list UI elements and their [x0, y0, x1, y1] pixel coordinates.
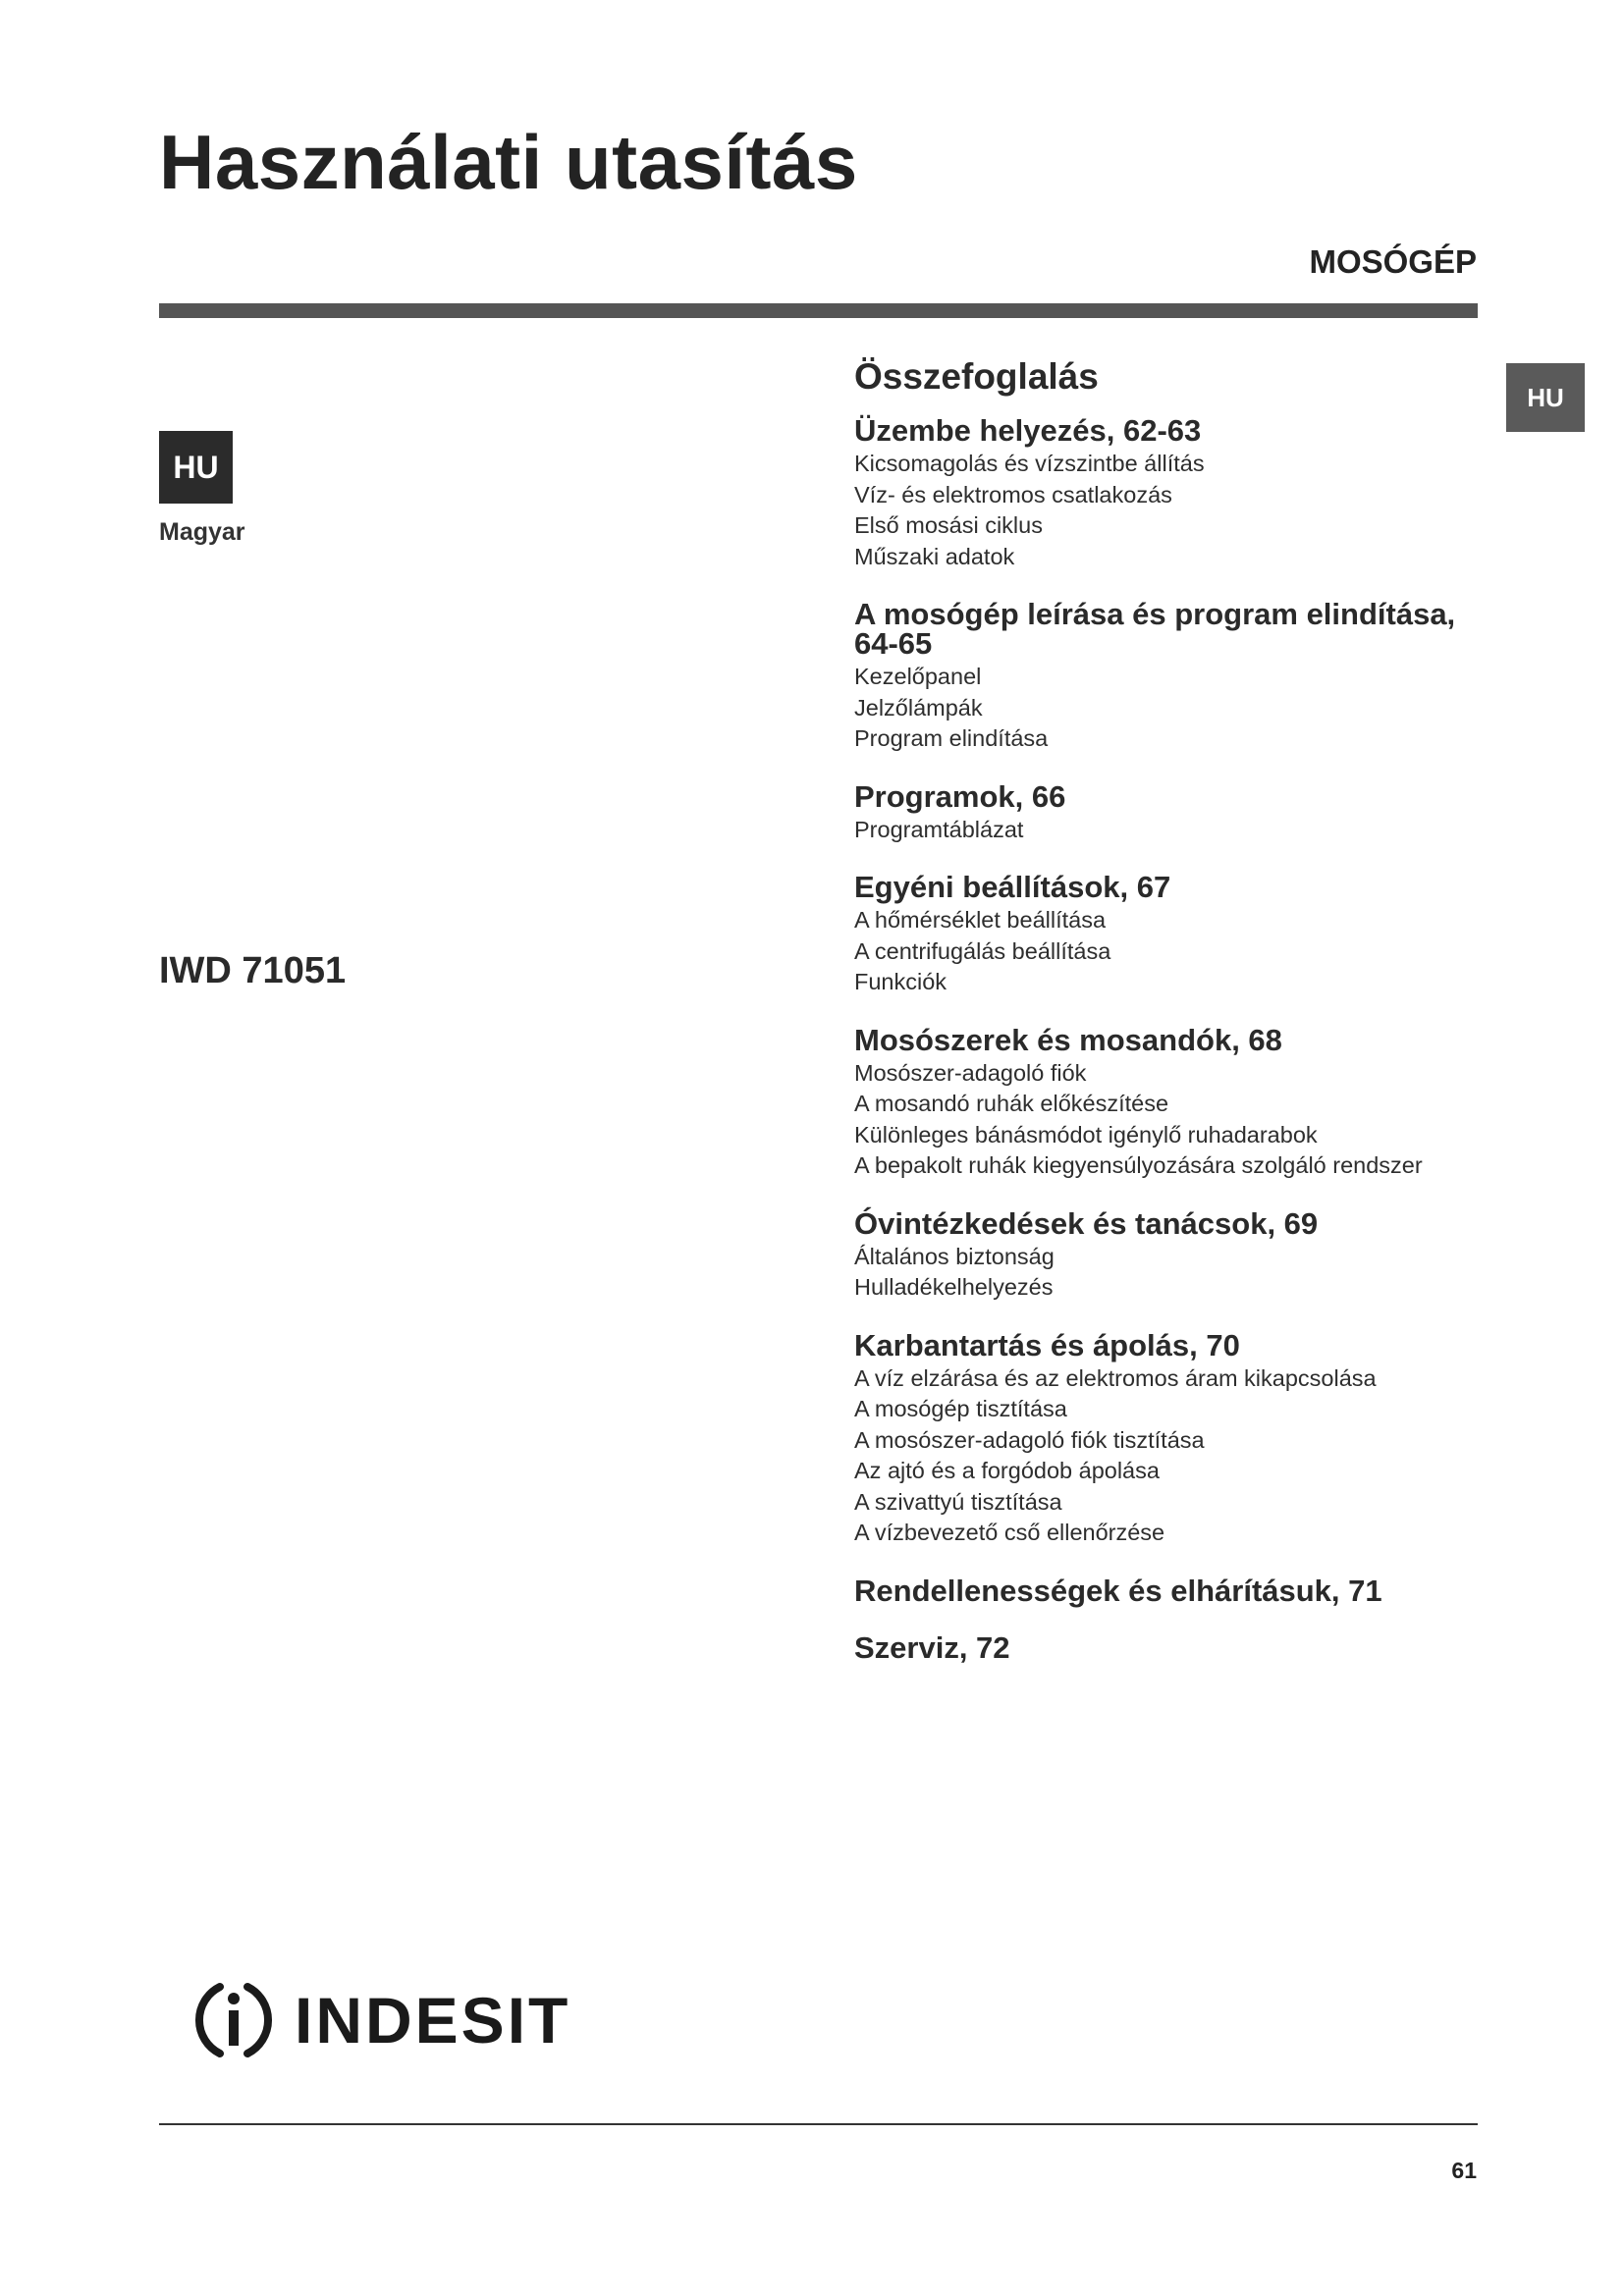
- toc-item: Általános biztonság: [854, 1243, 1055, 1269]
- toc-item: Program elindítása: [854, 725, 1049, 751]
- toc-section: [854, 413, 1483, 572]
- toc-section-title: Szerviz, 72: [854, 1629, 1010, 1665]
- toc-item: Műszaki adatok: [854, 543, 1015, 569]
- toc-section: [854, 1327, 1483, 1549]
- toc-section-title: Karbantartás és ápolás, 70: [854, 1327, 1240, 1362]
- toc-item: Kicsomagolás és vízszintbe állítás: [854, 451, 1205, 476]
- toc-item: Funkciók: [854, 969, 947, 994]
- toc-item: A bepakolt ruhák kiegyensúlyozására szolgáló rendszer: [854, 1152, 1423, 1178]
- brand-logo: [187, 1973, 570, 2067]
- toc-item-list: [854, 1058, 1483, 1182]
- toc-item: Különleges bánásmódot igénylő ruhadarabok: [854, 1121, 1318, 1148]
- toc-item-list: [854, 662, 1483, 755]
- language-edge-tab: HU: [1506, 363, 1585, 432]
- header-bar: [159, 303, 1478, 318]
- toc-item-list: [854, 449, 1483, 572]
- toc-item: A mosószer-adagoló fiók tisztítása: [854, 1426, 1205, 1453]
- brand-name: INDESIT: [295, 1984, 571, 2056]
- toc-item: A vízbevezető cső ellenőrzése: [854, 1520, 1165, 1545]
- toc-item: A mosógép tisztítása: [854, 1396, 1067, 1421]
- page-number: 61: [1451, 2158, 1477, 2183]
- toc-section-title: Programok, 66: [854, 778, 1066, 814]
- toc-section-title: Üzembe helyezés, 62-63: [854, 413, 1202, 448]
- toc-section: [854, 1022, 1483, 1182]
- toc-section-title: Mosószerek és mosandók, 68: [854, 1022, 1282, 1057]
- toc-item-list: [854, 905, 1483, 998]
- toc-item: Mosószer-adagoló fiók: [854, 1059, 1087, 1086]
- toc-item: A mosandó ruhák előkészítése: [854, 1091, 1169, 1116]
- toc-item: Az ajtó és a forgódob ápolása: [854, 1458, 1160, 1483]
- toc-heading: Összefoglalás: [854, 356, 1099, 397]
- toc-section: [854, 1573, 1483, 1608]
- footer-rule: [159, 2123, 1478, 2125]
- model-number: IWD 71051: [159, 950, 347, 991]
- toc-section-title: Óvintézkedések és tanácsok, 69: [854, 1205, 1319, 1241]
- toc-section: [854, 870, 1483, 998]
- toc-item: A hőmérséklet beállítása: [854, 907, 1107, 933]
- toc-section-title: Rendellenességek és elhárításuk, 71: [854, 1573, 1382, 1608]
- toc-item: Víz- és elektromos csatlakozás: [854, 481, 1172, 507]
- toc-item: Hulladékelhelyezés: [854, 1274, 1054, 1300]
- toc-section: [854, 1629, 1483, 1665]
- toc-item: Kezelőpanel: [854, 664, 982, 689]
- toc-section: [854, 1205, 1483, 1304]
- language-name: Magyar: [159, 518, 245, 546]
- language-badge: HU: [159, 431, 233, 504]
- page-title: Használati utasítás: [159, 119, 858, 205]
- toc-item: A centrifugálás beállítása: [854, 937, 1111, 964]
- toc-item: A szivattyú tisztítása: [854, 1488, 1062, 1515]
- toc-item: Első mosási ciklus: [854, 512, 1043, 538]
- table-of-contents: [854, 355, 1483, 1690]
- toc-item: A víz elzárása és az elektromos áram kikapcsolása: [854, 1364, 1377, 1391]
- toc-section: [854, 597, 1483, 755]
- toc-item: Jelzőlámpák: [854, 694, 983, 721]
- toc-section: [854, 778, 1483, 846]
- product-type: MOSÓGÉP: [1309, 243, 1477, 280]
- toc-item-list: [854, 815, 1483, 846]
- toc-section-title: A mosógép leírása és program elindítása, 64-65: [854, 597, 1456, 661]
- indesit-logo-icon: [187, 1973, 281, 2067]
- toc-sections: [854, 413, 1483, 1665]
- toc-item: Programtáblázat: [854, 816, 1024, 842]
- toc-section-title: Egyéni beállítások, 67: [854, 870, 1171, 904]
- toc-item-list: [854, 1363, 1483, 1549]
- toc-item-list: [854, 1242, 1483, 1304]
